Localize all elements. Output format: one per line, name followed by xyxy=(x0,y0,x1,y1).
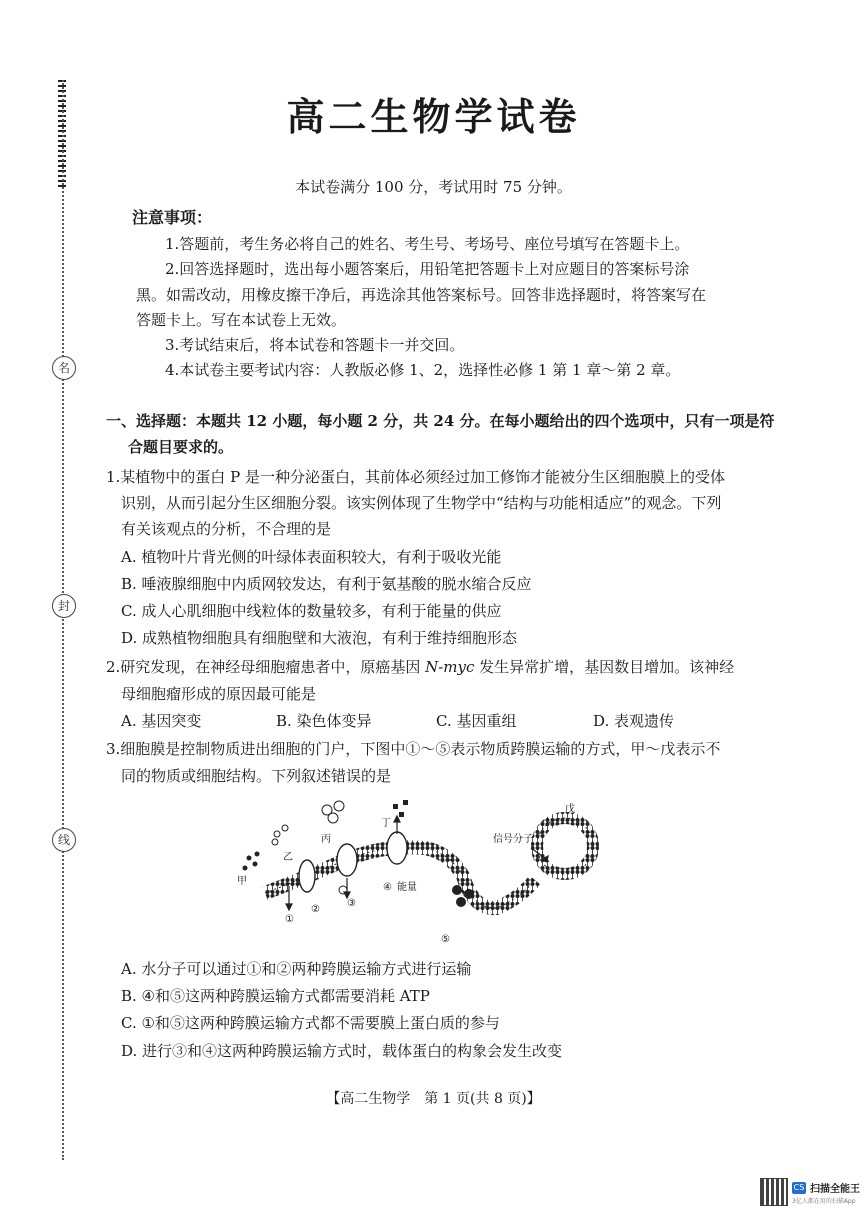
q1-option-b: B. 唾液腺细胞中内质网较发达，有利于氨基酸的脱水缩合反应 xyxy=(121,575,532,593)
notice-item: 黑。如需改动，用橡皮擦干净后，再选涂其他答案标号。回答非选择题时，将答案写在 xyxy=(136,286,707,304)
q3-stem: 3.细胞膜是控制物质进出细胞的门户，下图中①～⑤表示物质跨膜运输的方式，甲～戊表示不 xyxy=(106,740,721,758)
q1-stem: 有关该观点的分析，不合理的是 xyxy=(121,520,332,538)
notice-item: 2.回答选择题时，选出每小题答案后，用铅笔把答题卡上对应题目的答案标号涂 xyxy=(165,260,690,278)
label-n5: ⑤ xyxy=(441,934,450,945)
label-jia: 甲 xyxy=(237,876,247,887)
label-n2: ② xyxy=(311,904,320,915)
binding-char-name: 名 xyxy=(52,356,76,380)
q2-stem-part: 发生异常扩增，基因数目增加。该神经 xyxy=(474,658,735,676)
page-footer: 【高二生物学 第 1 页(共 8 页)】 xyxy=(326,1091,541,1107)
q3-option-c: C. ①和⑤这两种跨膜运输方式都不需要膜上蛋白质的参与 xyxy=(121,1014,500,1032)
qr-code-icon xyxy=(760,1178,788,1206)
molecules-jia xyxy=(243,852,260,871)
page-title: 高二生物学试卷 xyxy=(286,95,581,139)
scanner-app-tagline: 3亿人都在用的扫描App xyxy=(792,1198,856,1205)
notice-item: 4.本试卷主要考试内容：人教版必修 1、2，选择性必修 1 第 1 章～第 2 章。 xyxy=(165,361,681,379)
camscanner-logo-icon: CS xyxy=(793,1183,805,1192)
label-n4: ④ xyxy=(383,882,392,893)
q3-option-a: A. 水分子可以通过①和②两种跨膜运输方式进行运输 xyxy=(121,960,472,978)
q3-stem: 同的物质或细胞结构。下列叙述错误的是 xyxy=(121,767,392,785)
carrier-protein-bing xyxy=(337,844,357,876)
label-yi: 乙 xyxy=(283,852,293,863)
q1-stem: 1.某植物中的蛋白 P 是一种分泌蛋白，其前体必须经过加工修饰才能被分生区细胞膜上的受体 xyxy=(106,468,725,486)
label-n1: ① xyxy=(285,914,294,925)
q2-gene: N-myc xyxy=(425,658,475,676)
membrane-transport-figure xyxy=(235,798,615,948)
label-n3: ③ xyxy=(347,898,356,909)
exam-info: 本试卷满分 100 分，考试用时 75 分钟。 xyxy=(295,178,572,196)
q1-option-c: C. 成人心肌细胞中线粒体的数量较多，有利于能量的供应 xyxy=(121,602,502,620)
channel-protein-yi xyxy=(299,860,315,892)
notice-item: 3.考试结束后，将本试卷和答题卡一并交回。 xyxy=(165,336,465,354)
q1-option-a: A. 植物叶片背光侧的叶绿体表面积较大，有利于吸收光能 xyxy=(121,548,502,566)
q3-option-d: D. 进行③和④这两种跨膜运输方式时，载体蛋白的构象会发生改变 xyxy=(121,1042,563,1060)
notice-item: 1.答题前，考生务必将自己的姓名、考生号、考场号、座位号填写在答题卡上。 xyxy=(165,235,690,253)
binding-line xyxy=(62,80,64,1160)
q2-option-a: A. 基因突变 xyxy=(121,712,202,730)
q1-option-d: D. 成熟植物细胞具有细胞壁和大液泡，有利于维持细胞形态 xyxy=(121,629,518,647)
binding-char-seal: 封 xyxy=(52,594,76,618)
label-bing: 丙 xyxy=(321,834,331,845)
q3-option-b: B. ④和⑤这两种跨膜运输方式都需要消耗 ATP xyxy=(121,987,430,1005)
q2-stem: 母细胞瘤形成的原因最可能是 xyxy=(121,685,317,703)
q1-stem: 识别，从而引起分生区细胞分裂。该实例体现了生物学中“结构与功能相适应”的观念。下列 xyxy=(121,494,722,512)
notice-item: 答题卡上。写在本试卷上无效。 xyxy=(136,311,347,329)
section-heading: 一、选择题：本题共 12 小题，每小题 2 分，共 24 分。在每小题给出的四个选项中，只有一项是符 xyxy=(106,412,775,430)
scanner-watermark xyxy=(760,1176,860,1212)
scanner-app-name: 扫描全能王 xyxy=(810,1184,860,1195)
q2-stem xyxy=(106,656,734,677)
q2-option-d: D. 表观遗传 xyxy=(593,712,675,730)
q2-option-b: B. 染色体变异 xyxy=(276,712,372,730)
label-ding: 丁 xyxy=(381,818,391,829)
q2-option-c: C. 基因重组 xyxy=(436,712,517,730)
molecules-ding xyxy=(393,800,408,817)
label-wu: 戊 xyxy=(565,804,575,815)
carrier-protein-ding xyxy=(387,832,407,864)
q2-stem-part: 2.研究发现，在神经母细胞瘤患者中，原癌基因 xyxy=(106,658,426,676)
binding-char-line: 线 xyxy=(52,828,76,852)
notice-heading: 注意事项： xyxy=(132,208,213,227)
label-signal-molecule: 信号分子 xyxy=(493,834,533,845)
section-heading-cont: 合题目要求的。 xyxy=(128,438,234,456)
label-energy: 能量 xyxy=(397,882,417,893)
